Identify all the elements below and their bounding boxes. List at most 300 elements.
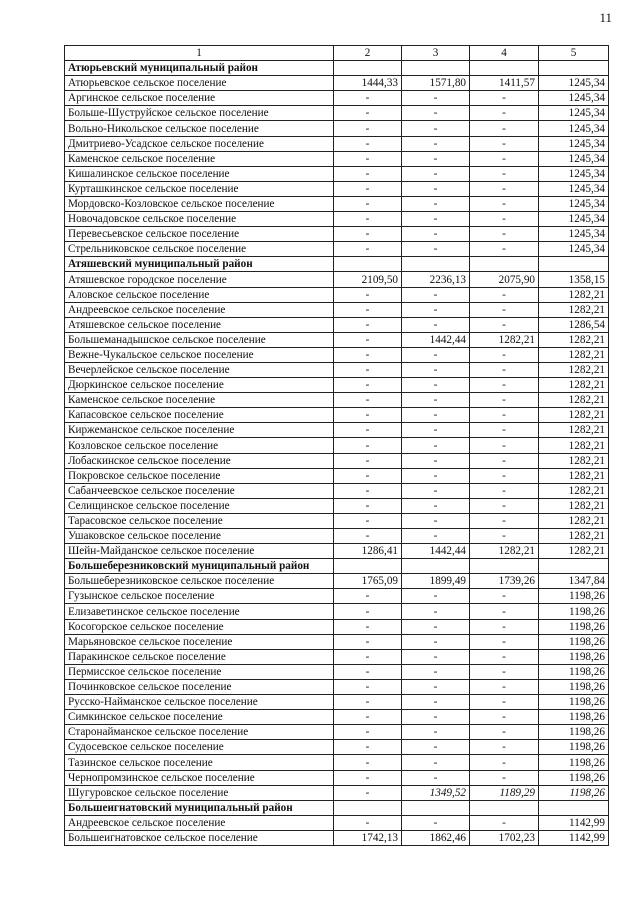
value-col-4: - (470, 740, 539, 755)
value-col-2: 1444,33 (334, 76, 402, 91)
value-col-4: - (470, 347, 539, 362)
value-col-3: 1442,44 (402, 544, 470, 559)
value-col-5: 1282,21 (539, 408, 609, 423)
value-col-2 (334, 800, 402, 815)
value-col-2: - (334, 664, 402, 679)
district-row (65, 61, 609, 76)
table-row (65, 302, 609, 317)
settlement-name: Каменское сельское поселение (65, 151, 334, 166)
value-col-4: - (470, 755, 539, 770)
value-col-2: - (334, 196, 402, 211)
table-row (65, 664, 609, 679)
value-col-4: - (470, 106, 539, 121)
value-col-5: 1198,26 (539, 740, 609, 755)
value-col-5: 1245,34 (539, 91, 609, 106)
table-row (65, 438, 609, 453)
table-row (65, 740, 609, 755)
settlement-name: Атяшевское сельское поселение (65, 317, 334, 332)
value-col-5: 1142,99 (539, 815, 609, 830)
settlement-name: Починковское сельское поселение (65, 679, 334, 694)
value-col-3: 1349,52 (402, 785, 470, 800)
column-header-2: 2 (334, 46, 402, 61)
value-col-3: - (402, 287, 470, 302)
value-col-4: - (470, 710, 539, 725)
value-col-2 (334, 559, 402, 574)
value-col-2 (334, 61, 402, 76)
value-col-2: - (334, 634, 402, 649)
table-row (65, 181, 609, 196)
value-col-5: 1282,21 (539, 529, 609, 544)
table-row (65, 483, 609, 498)
table-row (65, 468, 609, 483)
settlement-name: Андреевское сельское поселение (65, 302, 334, 317)
value-col-3: - (402, 242, 470, 257)
value-col-4 (470, 257, 539, 272)
table-row (65, 619, 609, 634)
value-col-3: - (402, 664, 470, 679)
value-col-4: - (470, 438, 539, 453)
value-col-5: 1198,26 (539, 695, 609, 710)
value-col-4: - (470, 393, 539, 408)
table-row (65, 332, 609, 347)
settlement-name: Марьяновское сельское поселение (65, 634, 334, 649)
value-col-4: - (470, 408, 539, 423)
value-col-3: - (402, 212, 470, 227)
value-col-5: 1358,15 (539, 272, 609, 287)
value-col-3: - (402, 604, 470, 619)
value-col-2: - (334, 589, 402, 604)
table-row (65, 830, 609, 845)
value-col-4: - (470, 815, 539, 830)
value-col-2: - (334, 332, 402, 347)
value-col-4: - (470, 468, 539, 483)
value-col-2: - (334, 347, 402, 362)
settlement-name: Вечерлейское сельское поселение (65, 362, 334, 377)
value-col-5: 1282,21 (539, 468, 609, 483)
settlement-name: Большеигнатовское сельское поселение (65, 830, 334, 845)
value-col-3: - (402, 302, 470, 317)
settlement-name: Симкинское сельское поселение (65, 710, 334, 725)
settlement-name: Покровское сельское поселение (65, 468, 334, 483)
value-col-5: 1198,26 (539, 710, 609, 725)
value-col-2: 1286,41 (334, 544, 402, 559)
value-col-3: - (402, 725, 470, 740)
value-col-2: - (334, 604, 402, 619)
value-col-3: - (402, 378, 470, 393)
settlement-name: Перевесьевское сельское поселение (65, 227, 334, 242)
value-col-3: - (402, 196, 470, 211)
value-col-3: - (402, 181, 470, 196)
value-col-5: 1198,26 (539, 664, 609, 679)
district-row (65, 559, 609, 574)
settlement-name: Шугуровское сельское поселение (65, 785, 334, 800)
value-col-5: 1198,26 (539, 589, 609, 604)
value-col-3: - (402, 695, 470, 710)
value-col-5: 1198,26 (539, 679, 609, 694)
value-col-3: 1899,49 (402, 574, 470, 589)
settlement-name: Русско-Найманское сельское поселение (65, 695, 334, 710)
value-col-5: 1282,21 (539, 302, 609, 317)
value-col-4: - (470, 634, 539, 649)
value-col-3: - (402, 529, 470, 544)
column-header-5: 5 (539, 46, 609, 61)
district-row (65, 257, 609, 272)
value-col-4: - (470, 483, 539, 498)
value-col-5: 1282,21 (539, 498, 609, 513)
value-col-2: - (334, 529, 402, 544)
value-col-2: - (334, 815, 402, 830)
settlement-name: Большеберезниковское сельское поселение (65, 574, 334, 589)
value-col-3: - (402, 770, 470, 785)
value-col-5: 1282,21 (539, 393, 609, 408)
value-col-3: - (402, 362, 470, 377)
value-col-3: - (402, 483, 470, 498)
table-row (65, 679, 609, 694)
value-col-5: 1245,34 (539, 181, 609, 196)
table-row (65, 272, 609, 287)
value-col-5: 1245,34 (539, 151, 609, 166)
value-col-4: - (470, 302, 539, 317)
district-name: Атюрьевский муниципальный район (65, 61, 334, 76)
value-col-5: 1198,26 (539, 604, 609, 619)
district-row (65, 800, 609, 815)
value-col-4: - (470, 227, 539, 242)
value-col-4: - (470, 378, 539, 393)
value-col-3: - (402, 151, 470, 166)
column-header-4: 4 (470, 46, 539, 61)
value-col-5: 1282,21 (539, 332, 609, 347)
table-row (65, 498, 609, 513)
settlement-name: Лобаскинское сельское поселение (65, 453, 334, 468)
value-col-5: 1245,34 (539, 76, 609, 91)
settlement-name: Дмитриево-Усадское сельское поселение (65, 136, 334, 151)
table-row (65, 589, 609, 604)
table-row (65, 815, 609, 830)
settlement-name: Атяшевское городское поселение (65, 272, 334, 287)
column-header-3: 3 (402, 46, 470, 61)
value-col-3: - (402, 498, 470, 513)
value-col-3: - (402, 710, 470, 725)
table-row (65, 725, 609, 740)
settlement-name: Косогорское сельское поселение (65, 619, 334, 634)
value-col-5: 1198,26 (539, 634, 609, 649)
value-col-3: - (402, 755, 470, 770)
value-col-5: 1282,21 (539, 453, 609, 468)
value-col-2: - (334, 513, 402, 528)
table-row (65, 634, 609, 649)
value-col-5: 1282,21 (539, 483, 609, 498)
value-col-5: 1282,21 (539, 423, 609, 438)
value-col-2: - (334, 317, 402, 332)
value-col-4: - (470, 362, 539, 377)
table-row (65, 453, 609, 468)
settlement-name: Киржеманское сельское поселение (65, 423, 334, 438)
value-col-4: 1411,57 (470, 76, 539, 91)
value-col-2: 1765,09 (334, 574, 402, 589)
value-col-5: 1198,26 (539, 649, 609, 664)
value-col-5 (539, 800, 609, 815)
value-col-2: - (334, 438, 402, 453)
table-row (65, 362, 609, 377)
value-col-5: 1282,21 (539, 347, 609, 362)
settlement-name: Новочадовское сельское поселение (65, 212, 334, 227)
value-col-4: - (470, 649, 539, 664)
value-col-4: - (470, 695, 539, 710)
value-col-4: - (470, 181, 539, 196)
settlement-name: Мордовско-Козловское сельское поселение (65, 196, 334, 211)
value-col-4: 1282,21 (470, 544, 539, 559)
value-col-4: - (470, 589, 539, 604)
table-row (65, 755, 609, 770)
table-row (65, 166, 609, 181)
value-col-4: - (470, 287, 539, 302)
value-col-2: - (334, 468, 402, 483)
value-col-4: 1702,23 (470, 830, 539, 845)
settlement-name: Чернопромзинское сельское поселение (65, 770, 334, 785)
settlement-name: Атюрьевское сельское поселение (65, 76, 334, 91)
value-col-3: - (402, 679, 470, 694)
value-col-5 (539, 559, 609, 574)
value-col-2: - (334, 679, 402, 694)
value-col-3: - (402, 649, 470, 664)
value-col-4: - (470, 196, 539, 211)
value-col-3 (402, 61, 470, 76)
value-col-5: 1198,26 (539, 785, 609, 800)
value-col-3: - (402, 227, 470, 242)
settlement-name: Тарасовское сельское поселение (65, 513, 334, 528)
value-col-4: - (470, 166, 539, 181)
settlement-name: Паракинское сельское поселение (65, 649, 334, 664)
value-col-2: - (334, 302, 402, 317)
value-col-4: - (470, 679, 539, 694)
value-col-3: - (402, 740, 470, 755)
settlement-name: Сабанчеевское сельское поселение (65, 483, 334, 498)
value-col-2: - (334, 423, 402, 438)
value-col-2: - (334, 695, 402, 710)
table-row (65, 544, 609, 559)
value-col-4 (470, 61, 539, 76)
value-col-2: - (334, 181, 402, 196)
value-col-2: - (334, 740, 402, 755)
table-row (65, 242, 609, 257)
value-col-3: 2236,13 (402, 272, 470, 287)
value-col-4: - (470, 91, 539, 106)
value-col-3: - (402, 423, 470, 438)
settlement-name: Андреевское сельское поселение (65, 815, 334, 830)
value-col-5: 1347,84 (539, 574, 609, 589)
value-col-4: - (470, 212, 539, 227)
settlement-name: Старонайманское сельское поселение (65, 725, 334, 740)
value-col-5: 1198,26 (539, 725, 609, 740)
table-row (65, 393, 609, 408)
value-col-3: - (402, 589, 470, 604)
settlement-name: Дюркинское сельское поселение (65, 378, 334, 393)
value-col-5: 1245,34 (539, 136, 609, 151)
value-col-2: - (334, 408, 402, 423)
value-col-3: - (402, 453, 470, 468)
settlement-name: Тазинское сельское поселение (65, 755, 334, 770)
table-row (65, 136, 609, 151)
value-col-5: 1142,99 (539, 830, 609, 845)
value-col-4: - (470, 317, 539, 332)
district-name: Большеигнатовский муниципальный район (65, 800, 334, 815)
settlement-name: Селищинское сельское поселение (65, 498, 334, 513)
value-col-3: - (402, 408, 470, 423)
value-col-5 (539, 257, 609, 272)
table-row (65, 770, 609, 785)
settlement-name: Елизаветинское сельское поселение (65, 604, 334, 619)
value-col-4: - (470, 604, 539, 619)
settlement-name: Большеманадышское сельское поселение (65, 332, 334, 347)
table-row (65, 710, 609, 725)
table-row (65, 91, 609, 106)
value-col-3 (402, 559, 470, 574)
value-col-3: - (402, 634, 470, 649)
settlement-name: Козловское сельское поселение (65, 438, 334, 453)
value-col-5: 1282,21 (539, 513, 609, 528)
settlement-name: Больше-Шуструйское сельское поселение (65, 106, 334, 121)
settlement-name: Вежне-Чукальское сельское поселение (65, 347, 334, 362)
value-col-4 (470, 559, 539, 574)
value-col-4: 2075,90 (470, 272, 539, 287)
value-col-4: - (470, 529, 539, 544)
settlement-name: Судосевское сельское поселение (65, 740, 334, 755)
value-col-5: 1245,34 (539, 106, 609, 121)
value-col-3: - (402, 136, 470, 151)
value-col-2: - (334, 121, 402, 136)
value-col-2: - (334, 166, 402, 181)
value-col-2: 1742,13 (334, 830, 402, 845)
table-row (65, 196, 609, 211)
value-col-5: 1245,34 (539, 166, 609, 181)
table-row (65, 212, 609, 227)
value-col-3: - (402, 317, 470, 332)
value-col-5: 1245,34 (539, 212, 609, 227)
table-row (65, 785, 609, 800)
table-row (65, 287, 609, 302)
value-col-5: 1198,26 (539, 619, 609, 634)
value-col-4: - (470, 423, 539, 438)
table-row (65, 574, 609, 589)
table-row (65, 513, 609, 528)
value-col-2: - (334, 770, 402, 785)
settlement-name: Стрельниковское сельское поселение (65, 242, 334, 257)
value-col-4: - (470, 725, 539, 740)
value-col-4: - (470, 513, 539, 528)
value-col-5: 1198,26 (539, 755, 609, 770)
table-row (65, 347, 609, 362)
value-col-3: 1571,80 (402, 76, 470, 91)
value-col-5: 1282,21 (539, 378, 609, 393)
settlement-name: Пермисское сельское поселение (65, 664, 334, 679)
value-col-5: 1286,54 (539, 317, 609, 332)
value-col-4 (470, 800, 539, 815)
value-col-2: - (334, 755, 402, 770)
value-col-2: - (334, 91, 402, 106)
value-col-4: - (470, 664, 539, 679)
value-col-2: - (334, 393, 402, 408)
value-col-2: 2109,50 (334, 272, 402, 287)
settlement-name: Курташкинское сельское поселение (65, 181, 334, 196)
value-col-2: - (334, 725, 402, 740)
tariff-table (64, 45, 609, 846)
settlement-name: Аргинское сельское поселение (65, 91, 334, 106)
value-col-2: - (334, 453, 402, 468)
table-row (65, 227, 609, 242)
value-col-5: 1282,21 (539, 438, 609, 453)
value-col-3: 1862,46 (402, 830, 470, 845)
value-col-5: 1282,21 (539, 287, 609, 302)
value-col-4: - (470, 498, 539, 513)
value-col-4: - (470, 242, 539, 257)
value-col-2: - (334, 483, 402, 498)
value-col-2: - (334, 710, 402, 725)
value-col-3: - (402, 438, 470, 453)
value-col-2: - (334, 242, 402, 257)
district-name: Большеберезниковский муниципальный район (65, 559, 334, 574)
value-col-3: - (402, 393, 470, 408)
value-col-4: - (470, 151, 539, 166)
value-col-4: - (470, 770, 539, 785)
table-row (65, 317, 609, 332)
settlement-name: Ушаковское сельское поселение (65, 529, 334, 544)
table-row (65, 604, 609, 619)
value-col-3: - (402, 106, 470, 121)
value-col-4: 1282,21 (470, 332, 539, 347)
value-col-2: - (334, 227, 402, 242)
table-row (65, 423, 609, 438)
value-col-5: 1245,34 (539, 196, 609, 211)
table-header-row (65, 46, 609, 61)
district-name: Атяшевский муниципальный район (65, 257, 334, 272)
value-col-3: - (402, 815, 470, 830)
table-row (65, 529, 609, 544)
table-row (65, 649, 609, 664)
value-col-5: 1245,34 (539, 227, 609, 242)
value-col-4: 1739,26 (470, 574, 539, 589)
value-col-5: 1282,21 (539, 362, 609, 377)
settlement-name: Капасовское сельское поселение (65, 408, 334, 423)
value-col-5 (539, 61, 609, 76)
value-col-4: 1189,29 (470, 785, 539, 800)
column-header-1: 1 (65, 46, 334, 61)
value-col-2: - (334, 151, 402, 166)
value-col-5: 1245,34 (539, 121, 609, 136)
table-row (65, 151, 609, 166)
table-row (65, 695, 609, 710)
settlement-name: Каменское сельское поселение (65, 393, 334, 408)
value-col-3: - (402, 121, 470, 136)
value-col-5: 1198,26 (539, 770, 609, 785)
value-col-4: - (470, 136, 539, 151)
value-col-2: - (334, 619, 402, 634)
value-col-4: - (470, 453, 539, 468)
value-col-3: 1442,44 (402, 332, 470, 347)
value-col-2: - (334, 136, 402, 151)
value-col-3: - (402, 619, 470, 634)
value-col-3 (402, 800, 470, 815)
value-col-5: 1245,34 (539, 242, 609, 257)
table-row (65, 76, 609, 91)
value-col-3: - (402, 468, 470, 483)
settlement-name: Кишалинское сельское поселение (65, 166, 334, 181)
value-col-2: - (334, 287, 402, 302)
table-row (65, 378, 609, 393)
value-col-2: - (334, 785, 402, 800)
value-col-4: - (470, 121, 539, 136)
table-row (65, 408, 609, 423)
table-row (65, 106, 609, 121)
